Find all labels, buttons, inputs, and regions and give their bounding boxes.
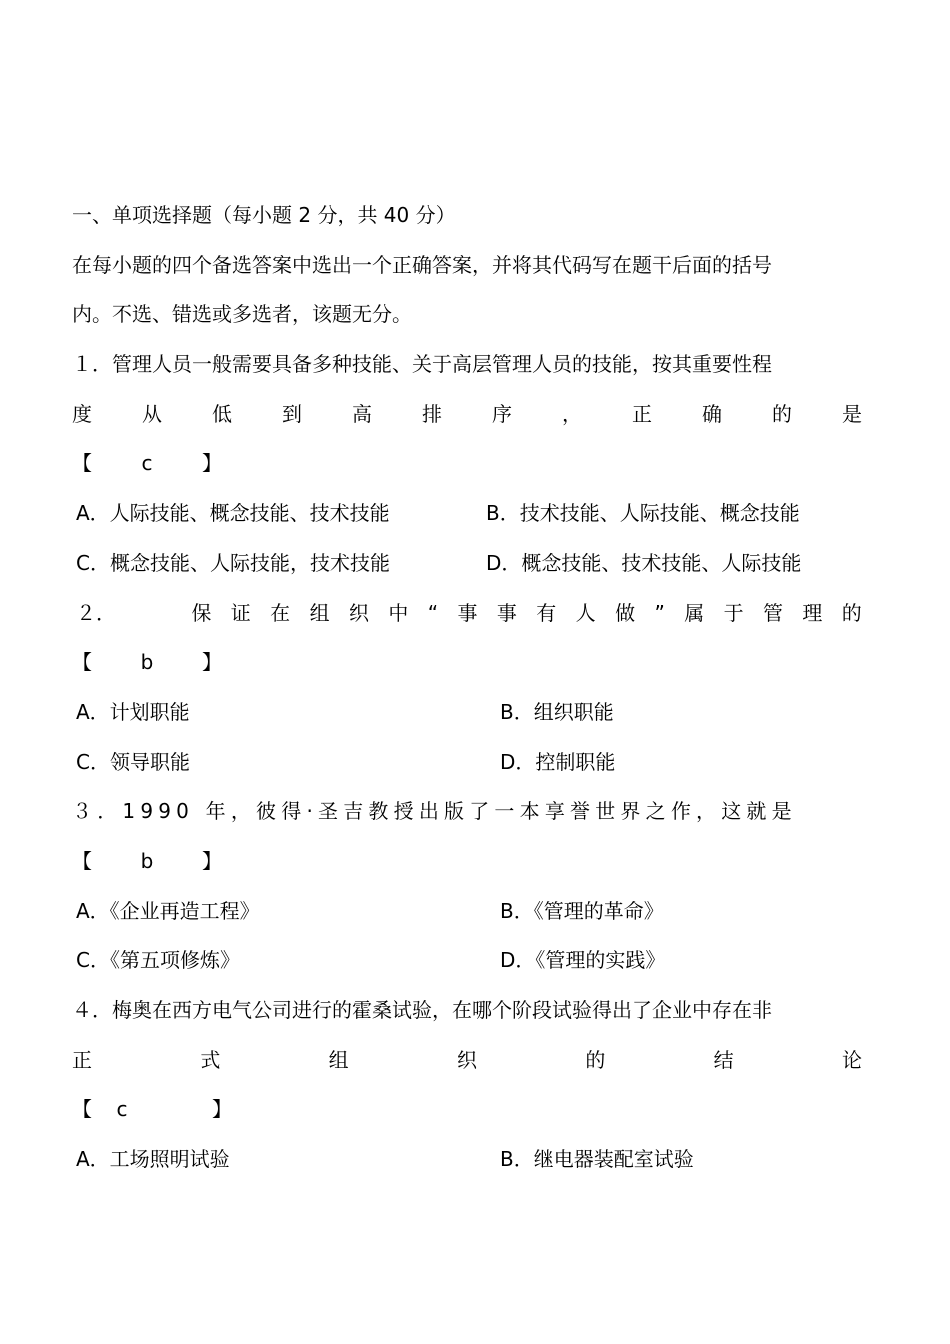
- question-1-options-row-2: [72, 539, 862, 589]
- option-d: D．概念技能、技术技能、人际技能: [486, 550, 802, 575]
- question-2-text: [72, 589, 862, 639]
- bracket-right: 】: [202, 451, 222, 476]
- q2-word: “: [427, 600, 439, 625]
- option-d: D．控制职能: [500, 749, 616, 774]
- option-b: B．继电器装配室试验: [500, 1147, 694, 1172]
- q2-word: 组: [309, 600, 330, 625]
- q4-word: 组: [328, 1047, 349, 1072]
- bracket-left: 【: [72, 451, 92, 476]
- question-2-options-row-1: [72, 688, 862, 738]
- q1-word: 高: [352, 401, 372, 426]
- q2-word: 于: [723, 600, 744, 625]
- q4-word: 的: [585, 1047, 606, 1072]
- q2-word: 织: [348, 600, 369, 625]
- option-b: B．《管理的革命》: [500, 898, 664, 923]
- q2-word: 保: [191, 600, 212, 625]
- q4-word: 论: [841, 1047, 862, 1072]
- question-1-options-row-1: [72, 489, 862, 539]
- option-a: A．《企业再造工程》: [76, 898, 260, 923]
- q2-word: 人: [575, 600, 596, 625]
- q1-word: 的: [772, 401, 792, 426]
- q2-word: 在: [270, 600, 291, 625]
- document-page: [72, 191, 862, 1185]
- question-4-text: ４．梅奥在西方电气公司进行的霍桑试验，在哪个阶段试验得出了企业中存在非: [72, 998, 772, 1022]
- bracket-left: 【: [72, 650, 92, 675]
- question-4-answer: [72, 1085, 862, 1135]
- answer-value: c: [141, 451, 153, 476]
- q2-word: 的: [841, 600, 862, 625]
- option-a: A．人际技能、概念技能、技术技能: [76, 501, 390, 526]
- question-3-options-row-2: [72, 936, 862, 986]
- q1-word: 是: [842, 401, 862, 426]
- option-c: C．概念技能、人际技能，技术技能: [76, 550, 390, 575]
- question-4-text-continued: [72, 1036, 862, 1086]
- option-a: A．工场照明试验: [76, 1147, 230, 1172]
- question-2-options-row-2: [72, 738, 862, 788]
- q1-word: 排: [422, 401, 442, 426]
- q2-word: 理: [802, 600, 823, 625]
- option-c: C．领导职能: [76, 749, 190, 774]
- q2-word: 做: [615, 600, 636, 625]
- q2-word: 属: [684, 600, 705, 625]
- question-1-text: １．管理人员一般需要具备多种技能、关于高层管理人员的技能，按其重要性程: [72, 352, 772, 377]
- q2-number: ２．: [76, 600, 116, 625]
- instruction-line-1: 在每小题的四个备选答案中选出一个正确答案，并将其代码写在题干后面的括号: [72, 252, 772, 277]
- q1-word: ，: [562, 401, 582, 426]
- q2-word: 中: [388, 600, 409, 625]
- q2-word: 管: [763, 600, 783, 625]
- q1-word: 到: [282, 401, 302, 426]
- bracket-right: 】: [202, 848, 222, 873]
- option-a: A．计划职能: [76, 699, 190, 724]
- bracket-right: 】: [202, 650, 222, 675]
- question-4-options-row-1: [72, 1135, 862, 1185]
- q1-word: 低: [212, 401, 232, 426]
- option-b: B．技术技能、人际技能、概念技能: [486, 501, 800, 526]
- q4-word: 正: [72, 1047, 92, 1072]
- question-1-answer: [72, 439, 862, 489]
- question-3-answer: [72, 837, 862, 887]
- q1-word: 序: [492, 401, 512, 426]
- option-d: D．《管理的实践》: [500, 948, 666, 973]
- q4-word: 织: [456, 1047, 477, 1072]
- q2-word: 证: [230, 600, 251, 625]
- option-b: B．组织职能: [500, 699, 614, 724]
- instruction-line-2: 内。不选、错选或多选者，该题无分。: [72, 302, 412, 327]
- q1-word: 度: [72, 401, 92, 426]
- q1-word: 确: [702, 401, 722, 426]
- answer-value: b: [140, 848, 154, 873]
- option-c: C．《第五项修炼》: [76, 948, 240, 973]
- q2-word: ”: [654, 600, 665, 625]
- section-title: 一、单项选择题（每小题 2 分，共 40 分）: [72, 203, 456, 227]
- q4-word: 式: [200, 1047, 221, 1072]
- bracket-left: 【: [72, 1097, 92, 1122]
- answer-value: c: [116, 1097, 128, 1122]
- q4-word: 结: [713, 1047, 734, 1072]
- bracket-left: 【: [72, 848, 92, 873]
- q2-word: 有: [536, 600, 557, 625]
- q1-word: 正: [632, 401, 652, 426]
- bracket-right: 】: [212, 1097, 232, 1122]
- answer-value: b: [140, 650, 154, 675]
- question-3-text: ３．1990 年，彼得·圣吉教授出版了一本享誉世界之作，这就是: [72, 799, 797, 824]
- question-3-options-row-1: [72, 887, 862, 937]
- q2-word: 事: [496, 600, 517, 625]
- question-1-text-continued: [72, 390, 862, 440]
- q2-word: 事: [457, 600, 478, 625]
- q1-word: 从: [142, 401, 162, 426]
- question-2-answer: [72, 638, 862, 688]
